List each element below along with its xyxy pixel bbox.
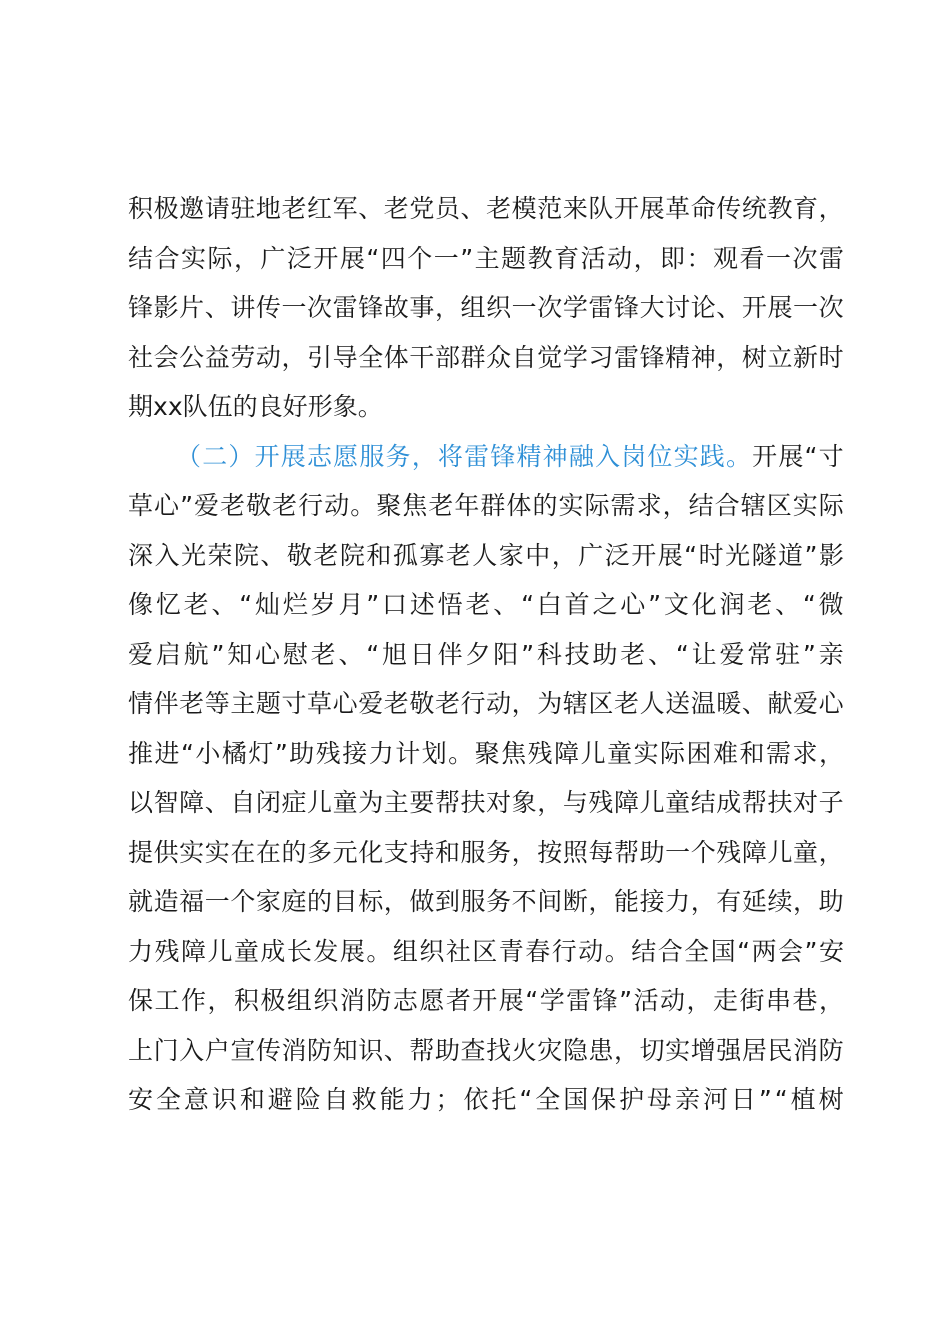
text-line: 力 残 障 儿 童 成 长 发 展 。 组 织 社 区 青 春 行 动 。 结 合 全 国 “ 两 会 ” 安 xyxy=(128,936,844,966)
text-line: 就 造 福 一 个 家 庭 的 目 标 ， 做 到 服 务 不 间 断 ， 能 接 力 ， 有 延 续 ， 助 xyxy=(128,887,844,916)
text-line: 锋 影 片 、 讲 传 一 次 雷 锋 故 事 ， 组 织 一 次 学 雷 锋 大 讨 论 、 开 展 一 次 xyxy=(128,293,844,322)
text-line: 提 供 实 实 在 在 的 多 元 化 支 持 和 服 务 ， 按 照 每 帮 助 一 个 残 障 儿 童 ， xyxy=(128,837,844,867)
text-line: 草 心 ” 爱 老 敬 老 行 动 。 聚 焦 老 年 群 体 的 实 际 需 求 ， 结 合 辖 区 实 际 xyxy=(128,491,844,520)
text-line: 积 极 邀 请 驻 地 老 红 军 、 老 党 员 、 老 模 范 来 队 开 展 革 命 传 统 教 育 ， xyxy=(128,194,844,223)
text-line: 像 忆 老 、 “ 灿 烂 岁 月 ” 口 述 悟 老 、 “ 白 首 之 心 ” 文 化 润 老 、 “ 微 xyxy=(128,590,844,619)
text-line: 情 伴 老 等 主 题 寸 草 心 爱 老 敬 老 行 动 ， 为 辖 区 老 人 送 温 暖 、 献 爱 心 xyxy=(128,689,844,718)
text-line: 安 全 意 识 和 避 险 自 救 能 力 ； 依 托 “ 全 国 保 护 母 亲 河 日 ” “ 植 树 xyxy=(128,1085,844,1114)
text-line: 爱 启 航 ” 知 心 慰 老 、 “ 旭 日 伴 夕 阳 ” 科 技 助 老 、 “ 让 爱 常 驻 ” 亲 xyxy=(128,639,844,669)
text-line: 保 工 作 ， 积 极 组 织 消 防 志 愿 者 开 展 “ 学 雷 锋 ” 活 动 ， 走 街 串 巷 ， xyxy=(128,986,844,1015)
text-line: 社 会 公 益 劳 动 ， 引 导 全 体 干 部 群 众 自 觉 学 习 雷 锋 精 神 ， 树 立 新 时 xyxy=(128,342,844,372)
section-heading-line: （ 二 ） 开 展 志 愿 服 务 ， 将 雷 锋 精 神 融 入 岗 位 实 践 。 开 展 “ 寸 xyxy=(176,441,844,471)
text-line: 深 入 光 荣 院 、 敬 老 院 和 孤 寡 老 人 家 中 ， 广 泛 开 展 “ 时 光 隧 道 ” 影 xyxy=(128,540,844,570)
text-line: 以 智 障 、 自 闭 症 儿 童 为 主 要 帮 扶 对 象 ， 与 残 障 儿 童 结 成 帮 扶 对 子 xyxy=(128,788,844,817)
body-text xyxy=(128,184,844,1125)
text-line: 推 进 “ 小 橘 灯 ” 助 残 接 力 计 划 。 聚 焦 残 障 儿 童 实 际 困 难 和 需 求 ， xyxy=(128,738,844,768)
text-line: 期 x x 队 伍 的 良 好 形 象 。 xyxy=(128,392,383,421)
text-line: 上 门 入 户 宣 传 消 防 知 识 、 帮 助 查 找 火 灾 隐 患 ， 切 实 增 强 居 民 消 防 xyxy=(128,1035,844,1065)
text-line: 结 合 实 际 ， 广 泛 开 展 “ 四 个 一 ” 主 题 教 育 活 动 ， 即 ： 观 看 一 次 雷 xyxy=(128,243,844,273)
